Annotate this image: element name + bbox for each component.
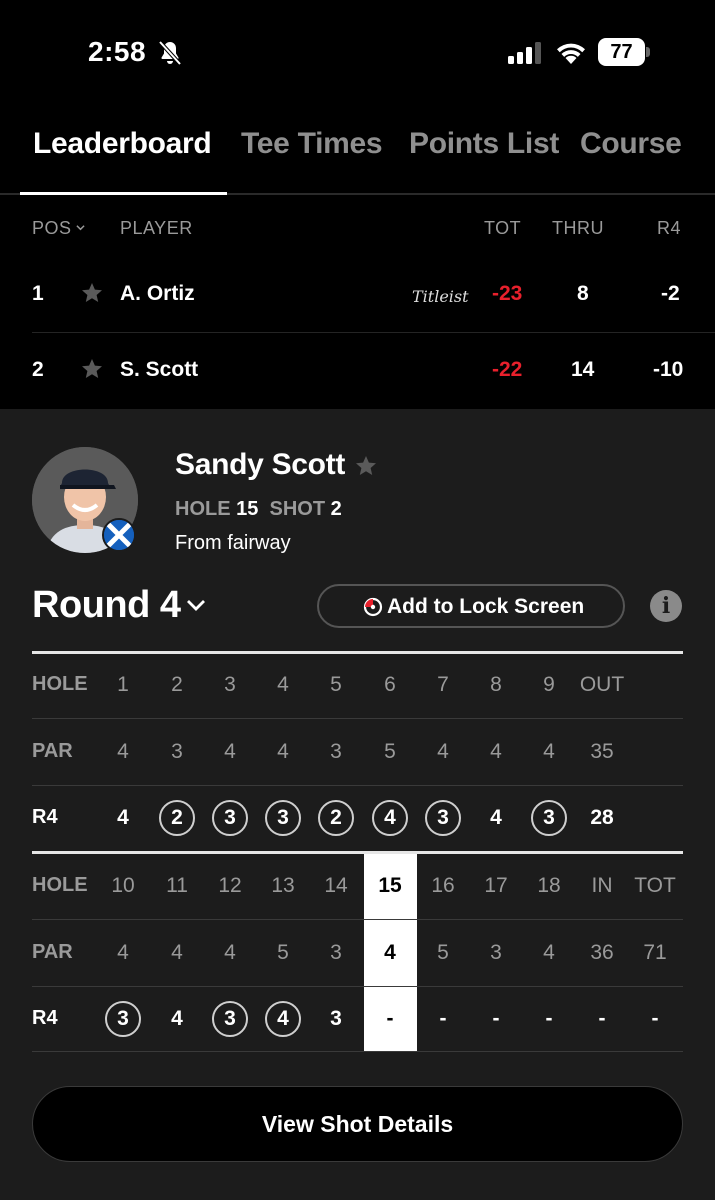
live-activity-icon [363,597,383,617]
row-player: S. Scott [120,358,199,381]
row-tot: -22 [492,358,523,381]
hole-cell: 17 [484,874,508,897]
row-pos: 2 [32,358,44,381]
view-shot-details-button[interactable] [32,1086,683,1162]
scorecard-divider [32,986,683,987]
par-cell: 4 [543,739,555,763]
par-cell: 4 [224,940,236,964]
par-cell: 5 [384,739,396,763]
row-thru: 14 [571,358,595,381]
row-thru: 8 [577,282,589,305]
score-cell: - [492,1007,500,1030]
tab-course[interactable]: Course [580,127,682,160]
par-cell: 3 [330,940,342,964]
cellular-signal-icon [508,42,542,64]
tot-header: TOT [484,218,522,238]
score-cell: 2 [330,806,342,829]
hole-cell: 18 [537,874,561,897]
par-row-label: PAR [32,940,73,963]
par-cell: 4 [224,739,236,763]
battery-icon [598,38,650,66]
row-pos: 1 [32,282,44,305]
hole-cell: 13 [271,874,295,897]
hole-cell: 7 [437,673,449,696]
player-header: PLAYER [120,218,193,238]
hole-row-label: HOLE [32,874,88,896]
scotland-flag-icon [102,518,136,552]
bell-off-icon [158,40,182,66]
hole-shot-info [175,498,342,521]
row-r4: -10 [653,358,684,381]
par-cell: 4 [277,739,289,763]
hole-row-label: HOLE [32,673,88,695]
scorecard-divider [32,718,683,719]
score-cell: - [545,1007,553,1030]
score-cell: - [386,1007,394,1030]
favorite-star-icon[interactable] [354,454,378,478]
par-cell: 5 [437,940,449,964]
par-cell: 5 [277,940,289,964]
hole-cell: 9 [543,673,555,696]
par-cell: 3 [490,940,502,964]
thru-header: THRU [552,218,604,238]
par-cell: 36 [590,940,614,964]
score-row-label: R4 [32,806,58,828]
wifi-icon [555,40,587,64]
shot-label: SHOT [269,498,326,520]
score-cell: - [598,1007,606,1030]
par-cell: 71 [643,940,667,964]
scorecard-divider [32,919,683,920]
score-cell: - [651,1007,659,1030]
hole-value: 15 [236,498,259,520]
hole-cell: 2 [171,673,183,696]
chevron-down-icon [76,223,85,232]
tab-leaderboard[interactable]: Leaderboard [33,127,212,160]
shot-lie: From fairway [175,532,291,554]
hole-cell: 12 [218,874,242,897]
tab-bar [0,105,715,195]
hole-cell: 14 [324,874,348,897]
score-cell: 28 [590,806,614,829]
score-cell: 3 [224,1007,236,1030]
pos-header-label: POS [32,218,72,238]
par-cell: 4 [543,940,555,964]
par-cell: 3 [330,739,342,763]
hole-cell: 10 [111,874,135,897]
hole-cell: 15 [378,874,402,897]
lock-screen-label: Add to Lock Screen [387,595,585,618]
par-cell: 4 [437,739,449,763]
pos-sort-header[interactable] [32,218,85,239]
sponsor-logo: Titleist [412,287,469,306]
hole-cell: 6 [384,673,396,696]
score-cell: - [439,1007,447,1030]
leaderboard-header [0,197,715,257]
hole-label: HOLE [175,498,231,520]
r4-header: R4 [657,218,682,238]
par-cell: 3 [171,739,183,763]
hole-cell: 8 [490,673,502,696]
par-row-label: PAR [32,739,73,762]
battery-level: 77 [610,41,633,63]
hole-cell: 1 [117,673,129,696]
scorecard-divider [32,651,683,654]
score-cell: 2 [171,806,183,829]
leaderboard-row[interactable] [0,333,715,409]
hole-cell: IN [591,874,613,897]
favorite-star-icon[interactable] [80,281,104,305]
chevron-down-icon[interactable] [186,598,206,612]
scorecard-divider [32,785,683,786]
hole-cell: 3 [224,673,236,696]
score-cell: 4 [490,806,502,829]
score-cell: 3 [224,806,236,829]
score-cell: 4 [171,1007,183,1030]
status-bar [0,0,715,105]
leaderboard-row[interactable] [0,257,715,333]
hole-cell: 4 [277,673,289,696]
favorite-star-icon[interactable] [80,357,104,381]
status-time: 2:58 [88,36,147,67]
round-selector[interactable]: Round 4 [32,584,181,626]
player-name: Sandy Scott [175,448,346,481]
score-row-label: R4 [32,1007,58,1029]
hole-cell: OUT [579,673,625,696]
tab-tee-times[interactable]: Tee Times [241,127,383,160]
score-cell: 3 [330,1007,342,1030]
active-tab-indicator [20,192,227,195]
scorecard-divider [32,1051,683,1052]
scorecard-divider [32,851,683,854]
info-icon[interactable]: i [650,590,682,622]
score-cell: 3 [277,806,289,829]
shot-value: 2 [330,498,342,520]
score-cell: 3 [437,806,449,829]
score-cell: 4 [384,806,396,829]
hole-cell: TOT [634,874,676,897]
hole-cell: 5 [330,673,342,696]
tab-points-list[interactable]: Points List [409,127,560,160]
par-cell: 4 [490,739,502,763]
par-cell: 35 [590,739,614,763]
par-cell: 4 [117,940,129,964]
hole-cell: 16 [431,874,455,897]
score-cell: 3 [117,1007,129,1030]
par-cell: 4 [171,940,183,964]
score-cell: 3 [543,806,555,829]
row-tot: -23 [492,282,523,305]
row-player: A. Ortiz [120,282,195,305]
row-r4: -2 [661,282,680,305]
hole-cell: 11 [166,874,188,897]
score-cell: 4 [277,1007,289,1030]
score-cell: 4 [117,806,129,829]
par-cell: 4 [384,940,396,964]
add-to-lock-screen-button[interactable] [317,584,625,628]
par-cell: 4 [117,739,129,763]
view-shot-details-label: View Shot Details [261,1111,454,1137]
